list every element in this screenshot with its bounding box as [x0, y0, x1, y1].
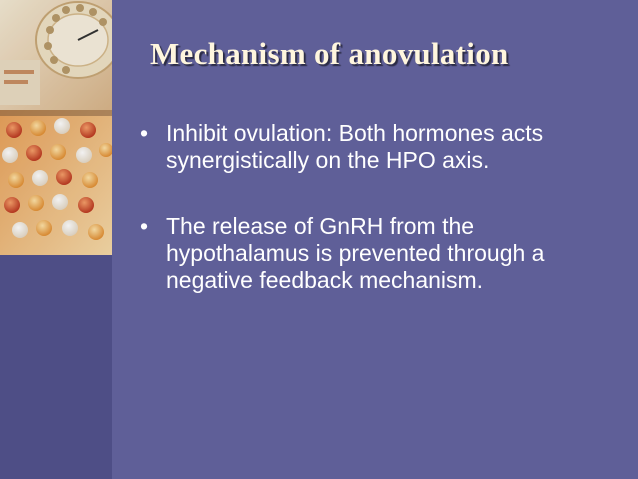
bullet-item	[140, 213, 610, 294]
contraceptive-pills-photo	[0, 0, 112, 255]
bullet-marker: •	[140, 120, 149, 146]
bullet-list	[140, 120, 610, 294]
slide-title: Mechanism of anovulation	[150, 36, 509, 71]
bullet-text: Inhibit ovulation: Both hormones acts synergistically on the HPO axis.	[166, 120, 544, 173]
bullet-text: The release of GnRH from the hypothalamus is prevented through a negative feedback mechanism.	[166, 213, 545, 293]
bullet-marker: •	[140, 213, 149, 239]
bullet-item	[140, 120, 610, 174]
